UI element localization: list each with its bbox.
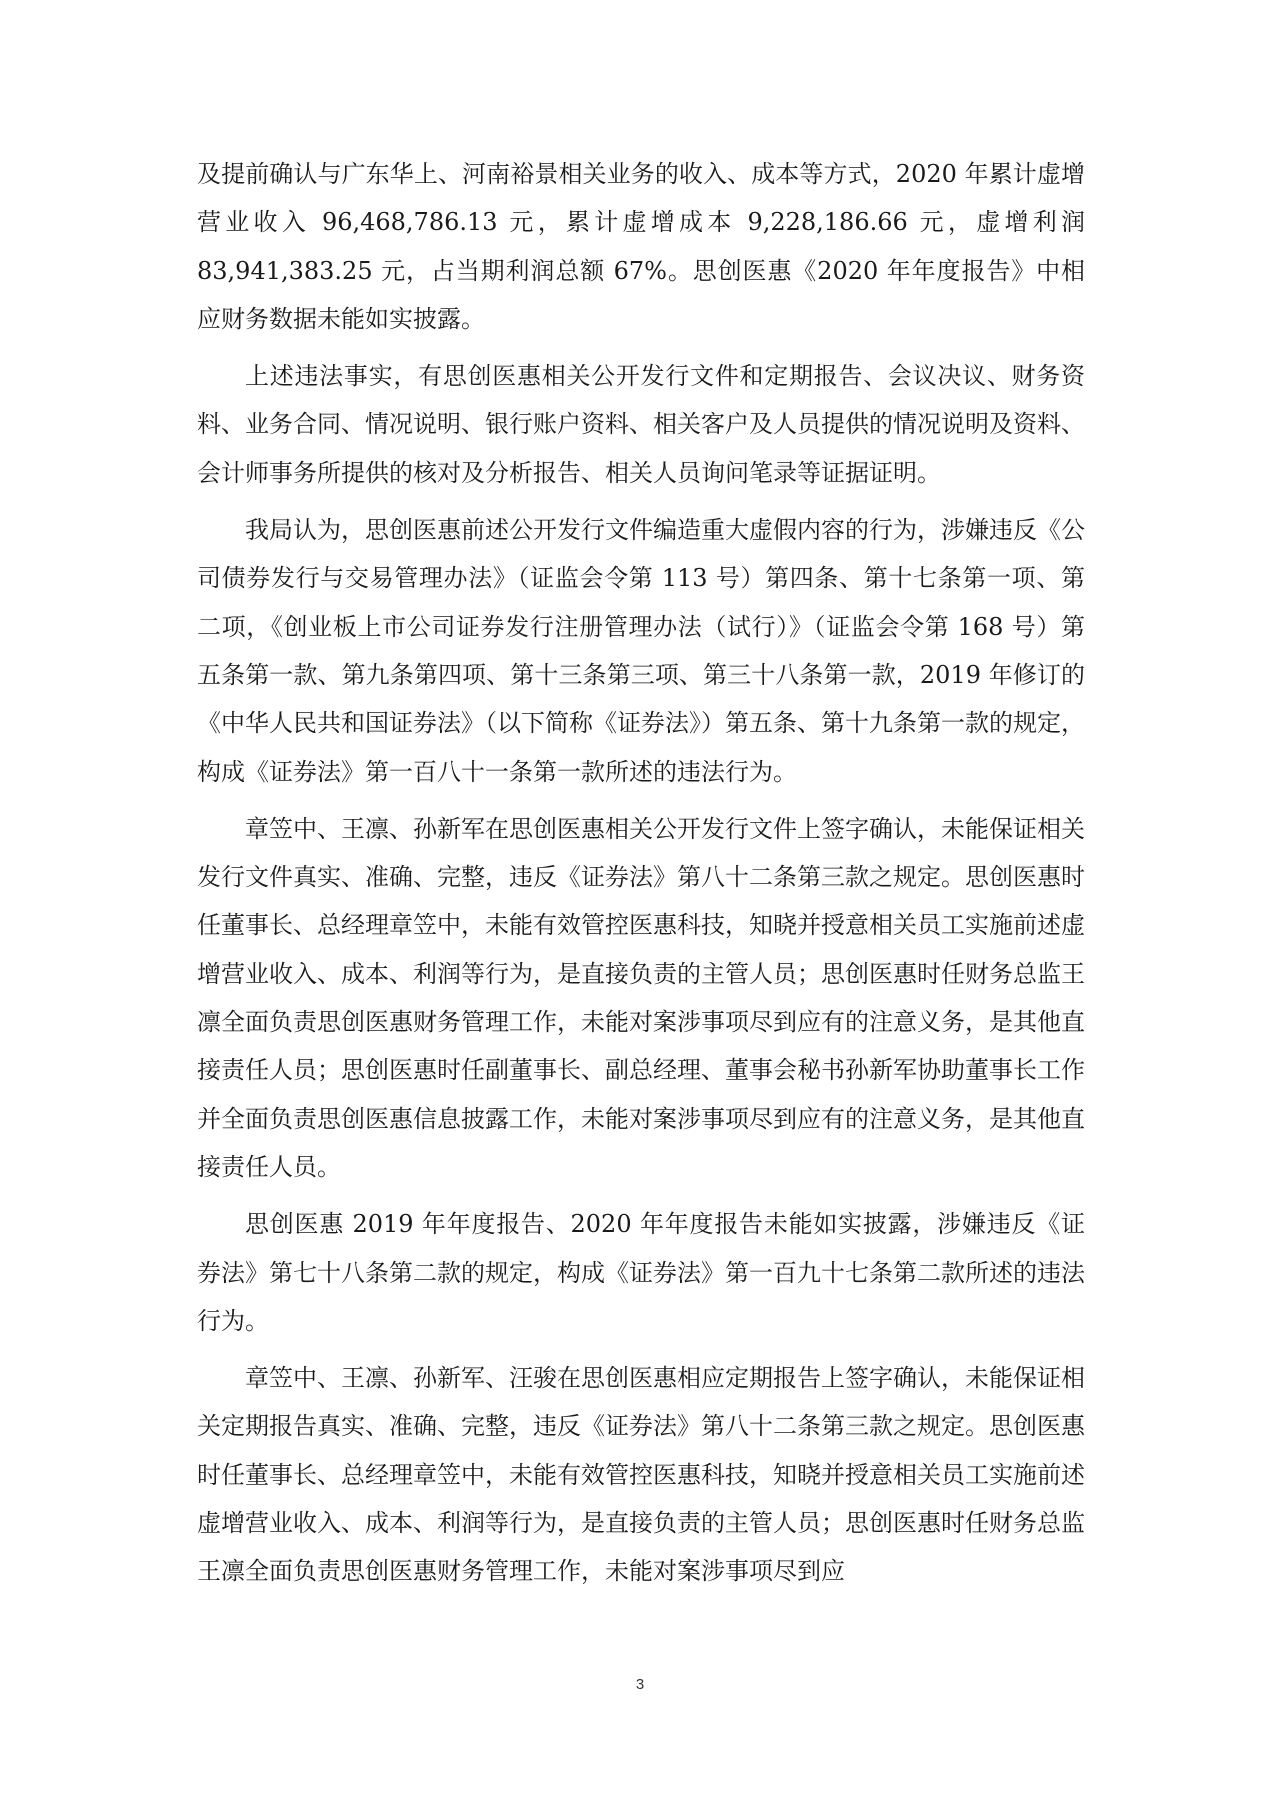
paragraph-report-responsibility: 章笠中、王凛、孙新军、汪骏在思创医惠相应定期报告上签字确认，未能保证相关定期报告真实、准确、完整，违反《证券法》第八十二条第三款之规定。思创医惠时任董事长、总经理章笠中，未能有效管控医惠科技，知晓并授意相关员工实施前述虚增营业收入、成本、利润等行为，是直接负责的主管人员；思创医惠时任财务总监王凛全面负责思创医惠财务管理工作，未能对案涉事项尽到应 <box>197 1364 1085 1586</box>
paragraph-issuance-responsibility: 章笠中、王凛、孙新军在思创医惠相关公开发行文件上签字确认，未能保证相关发行文件真实、准确、完整，违反《证券法》第八十二条第三款之规定。思创医惠时任董事长、总经理章笠中，未能有效管控医惠科技，知晓并授意相关员工实施前述虚增营业收入、成本、利润等行为，是直接负责的主管人员；思创医惠时任财务总监王凛全面负责思创医惠财务管理工作，未能对案涉事项尽到应有的注意义务，是其他直接责任人员；思创医惠时任副董事长、副总经理、董事会秘书孙新军协助董事长工作并全面负责思创医惠信息披露工作，未能对案涉事项尽到应有的注意义务，是其他直接责任人员。 <box>197 814 1085 1181</box>
document-body <box>197 150 1085 1605</box>
paragraph-continued: 及提前确认与广东华上、河南裕景相关业务的收入、成本等方式，2020 年累计虚增营业收入 96,468,786.13 元，累计虚增成本 9,228,186.66 元，虚增利润 83,941,383.25 元，占当期利润总额 67%。思创医惠《2020 年年度报告》中相应财务数据未能如实披露。 <box>197 160 1085 333</box>
paragraph-evidence: 上述违法事实，有思创医惠相关公开发行文件和定期报告、会议决议、财务资料、业务合同、情况说明、银行账户资料、相关客户及人员提供的情况说明及资料、会计师事务所提供的核对及分析报告、相关人员询问笔录等证据证明。 <box>197 362 1085 487</box>
paragraph-bureau-opinion: 我局认为，思创医惠前述公开发行文件编造重大虚假内容的行为，涉嫌违反《公司债券发行与交易管理办法》（证监会令第 113 号）第四条、第十七条第一项、第二项，《创业板上市公司证券发行注册管理办法（试行）》（证监会令第 168 号）第五条第一款、第九条第四项、第十三条第三项、第三十八条第一款，2019 年修订的《中华人民共和国证券法》（以下简称《证券法》）第五条、第十九条第一款的规定，构成《证券法》第一百八十一条第一款所述的违法行为。 <box>197 516 1085 786</box>
page-number: 3 <box>635 1676 645 1693</box>
paragraph-annual-report-violation: 思创医惠 2019 年年度报告、2020 年年度报告未能如实披露，涉嫌违反《证券法》第七十八条第二款的规定，构成《证券法》第一百九十七条第二款所述的违法行为。 <box>197 1210 1085 1335</box>
